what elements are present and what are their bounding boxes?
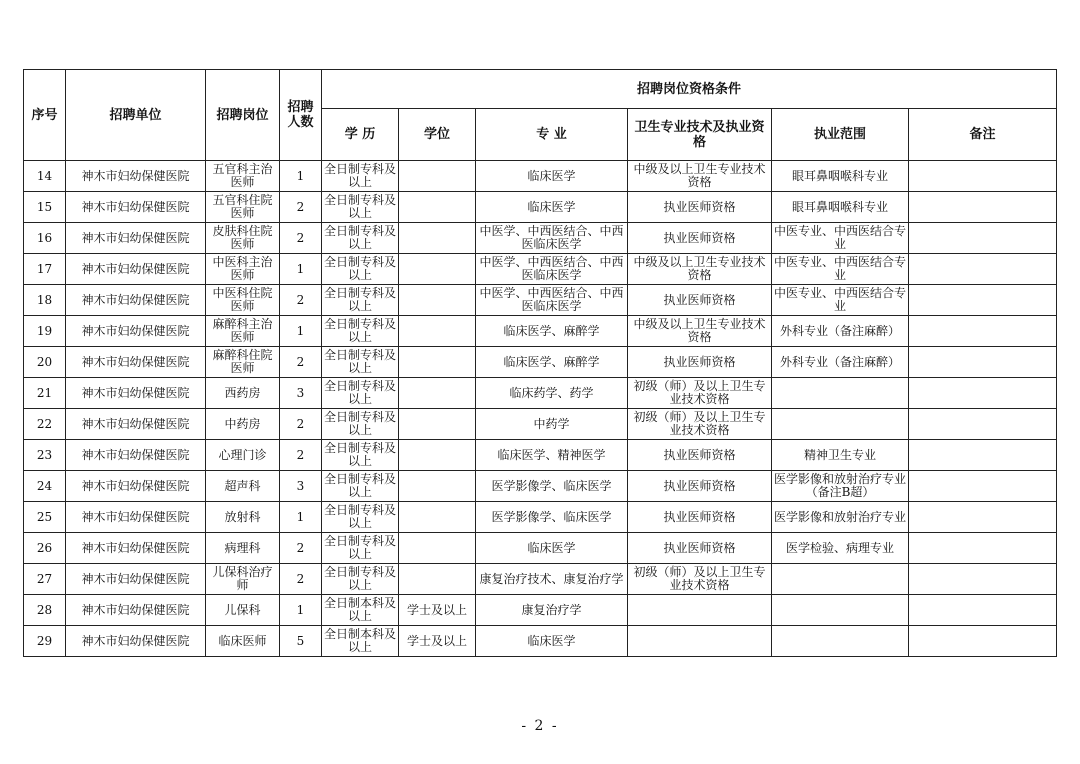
cell-degree	[399, 347, 476, 378]
cell-seq: 16	[24, 223, 66, 254]
table-row	[24, 347, 1057, 378]
cell-cert: 执业医师资格	[628, 440, 772, 471]
cell-unit: 神木市妇幼保健医院	[66, 161, 206, 192]
cell-degree	[399, 409, 476, 440]
table-row	[24, 502, 1057, 533]
cell-unit: 神木市妇幼保健医院	[66, 192, 206, 223]
cell-cert: 执业医师资格	[628, 533, 772, 564]
cell-major: 临床医学、麻醉学	[476, 347, 628, 378]
table-row	[24, 316, 1057, 347]
cell-major: 中医学、中西医结合、中西医临床医学	[476, 223, 628, 254]
table-row	[24, 564, 1057, 595]
cell-education: 全日制专科及以上	[322, 533, 399, 564]
cell-seq: 28	[24, 595, 66, 626]
cell-degree: 学士及以上	[399, 595, 476, 626]
cell-scope: 中医专业、中西医结合专业	[772, 254, 909, 285]
cell-scope: 外科专业（备注麻醉）	[772, 347, 909, 378]
cell-cert: 中级及以上卫生专业技术资格	[628, 161, 772, 192]
cell-unit: 神木市妇幼保健医院	[66, 254, 206, 285]
cell-remark	[909, 440, 1057, 471]
cell-education: 全日制专科及以上	[322, 347, 399, 378]
cell-cert: 执业医师资格	[628, 347, 772, 378]
cell-scope: 精神卫生专业	[772, 440, 909, 471]
cell-major: 临床药学、药学	[476, 378, 628, 409]
cell-degree	[399, 502, 476, 533]
cell-unit: 神木市妇幼保健医院	[66, 378, 206, 409]
cell-cert: 初级（师）及以上卫生专业技术资格	[628, 409, 772, 440]
cell-post: 心理门诊	[206, 440, 280, 471]
table-row	[24, 285, 1057, 316]
cell-remark	[909, 254, 1057, 285]
cell-remark	[909, 595, 1057, 626]
header-scope: 执业范围	[772, 109, 909, 161]
table-row	[24, 223, 1057, 254]
cell-cert	[628, 595, 772, 626]
cell-remark	[909, 533, 1057, 564]
cell-education: 全日制本科及以上	[322, 595, 399, 626]
cell-seq: 21	[24, 378, 66, 409]
cell-post: 临床医师	[206, 626, 280, 657]
table-row	[24, 533, 1057, 564]
cell-post: 超声科	[206, 471, 280, 502]
cell-count: 2	[280, 533, 322, 564]
cell-count: 3	[280, 471, 322, 502]
cell-major: 临床医学	[476, 161, 628, 192]
cell-major: 临床医学、精神医学	[476, 440, 628, 471]
cell-seq: 23	[24, 440, 66, 471]
cell-post: 中药房	[206, 409, 280, 440]
cell-remark	[909, 223, 1057, 254]
cell-scope	[772, 564, 909, 595]
cell-major: 临床医学	[476, 533, 628, 564]
cell-education: 全日制专科及以上	[322, 564, 399, 595]
cell-scope	[772, 595, 909, 626]
cell-major: 临床医学	[476, 626, 628, 657]
cell-major: 中医学、中西医结合、中西医临床医学	[476, 254, 628, 285]
cell-post: 儿保科治疗师	[206, 564, 280, 595]
cell-remark	[909, 347, 1057, 378]
recruitment-table	[23, 69, 1057, 657]
cell-degree	[399, 223, 476, 254]
cell-unit: 神木市妇幼保健医院	[66, 440, 206, 471]
table-body	[24, 161, 1057, 657]
header-cert: 卫生专业技术及执业资格	[628, 109, 772, 161]
cell-count: 2	[280, 285, 322, 316]
header-degree: 学位	[399, 109, 476, 161]
cell-count: 1	[280, 502, 322, 533]
cell-major: 康复治疗技术、康复治疗学	[476, 564, 628, 595]
cell-major: 康复治疗学	[476, 595, 628, 626]
cell-seq: 22	[24, 409, 66, 440]
cell-major: 中医学、中西医结合、中西医临床医学	[476, 285, 628, 316]
cell-unit: 神木市妇幼保健医院	[66, 626, 206, 657]
cell-unit: 神木市妇幼保健医院	[66, 409, 206, 440]
cell-remark	[909, 502, 1057, 533]
cell-major: 医学影像学、临床医学	[476, 502, 628, 533]
cell-post: 五官科住院医师	[206, 192, 280, 223]
cell-remark	[909, 564, 1057, 595]
cell-remark	[909, 378, 1057, 409]
cell-scope	[772, 378, 909, 409]
table-row	[24, 595, 1057, 626]
cell-cert: 中级及以上卫生专业技术资格	[628, 254, 772, 285]
cell-count: 2	[280, 347, 322, 378]
cell-scope: 医学影像和放射治疗专业（备注B超）	[772, 471, 909, 502]
cell-scope: 医学影像和放射治疗专业	[772, 502, 909, 533]
cell-count: 1	[280, 316, 322, 347]
cell-remark	[909, 161, 1057, 192]
table-row	[24, 192, 1057, 223]
cell-post: 儿保科	[206, 595, 280, 626]
cell-major: 医学影像学、临床医学	[476, 471, 628, 502]
cell-remark	[909, 192, 1057, 223]
cell-degree	[399, 285, 476, 316]
cell-seq: 19	[24, 316, 66, 347]
header-qualifications: 招聘岗位资格条件	[322, 70, 1057, 109]
cell-unit: 神木市妇幼保健医院	[66, 223, 206, 254]
cell-cert	[628, 626, 772, 657]
cell-seq: 17	[24, 254, 66, 285]
cell-remark	[909, 316, 1057, 347]
cell-count: 3	[280, 378, 322, 409]
cell-scope: 眼耳鼻咽喉科专业	[772, 161, 909, 192]
cell-post: 放射科	[206, 502, 280, 533]
cell-unit: 神木市妇幼保健医院	[66, 533, 206, 564]
cell-post: 麻醉科主治医师	[206, 316, 280, 347]
cell-cert: 执业医师资格	[628, 223, 772, 254]
cell-degree	[399, 192, 476, 223]
cell-post: 中医科住院医师	[206, 285, 280, 316]
cell-education: 全日制专科及以上	[322, 471, 399, 502]
table-row	[24, 440, 1057, 471]
cell-education: 全日制专科及以上	[322, 285, 399, 316]
header-remark: 备注	[909, 109, 1057, 161]
header-row-top	[24, 70, 1057, 109]
table-row	[24, 161, 1057, 192]
table-row	[24, 409, 1057, 440]
cell-post: 皮肤科住院医师	[206, 223, 280, 254]
cell-count: 5	[280, 626, 322, 657]
cell-education: 全日制本科及以上	[322, 626, 399, 657]
cell-seq: 18	[24, 285, 66, 316]
cell-education: 全日制专科及以上	[322, 502, 399, 533]
table-row	[24, 471, 1057, 502]
header-seq: 序号	[24, 70, 66, 161]
cell-cert: 执业医师资格	[628, 471, 772, 502]
cell-degree: 学士及以上	[399, 626, 476, 657]
header-post: 招聘岗位	[206, 70, 280, 161]
cell-post: 中医科主治医师	[206, 254, 280, 285]
cell-remark	[909, 409, 1057, 440]
cell-post: 五官科主治医师	[206, 161, 280, 192]
cell-unit: 神木市妇幼保健医院	[66, 502, 206, 533]
cell-degree	[399, 161, 476, 192]
cell-education: 全日制专科及以上	[322, 161, 399, 192]
cell-education: 全日制专科及以上	[322, 316, 399, 347]
cell-degree	[399, 440, 476, 471]
cell-scope: 眼耳鼻咽喉科专业	[772, 192, 909, 223]
cell-seq: 25	[24, 502, 66, 533]
cell-unit: 神木市妇幼保健医院	[66, 471, 206, 502]
cell-remark	[909, 626, 1057, 657]
cell-education: 全日制专科及以上	[322, 409, 399, 440]
cell-post: 病理科	[206, 533, 280, 564]
cell-unit: 神木市妇幼保健医院	[66, 347, 206, 378]
cell-remark	[909, 285, 1057, 316]
cell-degree	[399, 378, 476, 409]
cell-count: 2	[280, 192, 322, 223]
cell-post: 麻醉科住院医师	[206, 347, 280, 378]
cell-seq: 20	[24, 347, 66, 378]
cell-seq: 29	[24, 626, 66, 657]
table-row	[24, 626, 1057, 657]
table-row	[24, 254, 1057, 285]
cell-unit: 神木市妇幼保健医院	[66, 564, 206, 595]
cell-scope	[772, 409, 909, 440]
cell-cert: 执业医师资格	[628, 285, 772, 316]
cell-remark	[909, 471, 1057, 502]
header-unit: 招聘单位	[66, 70, 206, 161]
cell-count: 2	[280, 564, 322, 595]
header-major: 专 业	[476, 109, 628, 161]
cell-degree	[399, 564, 476, 595]
cell-degree	[399, 471, 476, 502]
header-count: 招聘人数	[280, 70, 322, 161]
cell-scope: 中医专业、中西医结合专业	[772, 285, 909, 316]
cell-scope: 外科专业（备注麻醉）	[772, 316, 909, 347]
cell-cert: 初级（师）及以上卫生专业技术资格	[628, 378, 772, 409]
cell-count: 1	[280, 161, 322, 192]
cell-degree	[399, 316, 476, 347]
cell-seq: 26	[24, 533, 66, 564]
cell-education: 全日制专科及以上	[322, 192, 399, 223]
cell-count: 2	[280, 440, 322, 471]
cell-unit: 神木市妇幼保健医院	[66, 316, 206, 347]
cell-scope: 医学检验、病理专业	[772, 533, 909, 564]
cell-post: 西药房	[206, 378, 280, 409]
cell-cert: 执业医师资格	[628, 502, 772, 533]
cell-major: 中药学	[476, 409, 628, 440]
cell-unit: 神木市妇幼保健医院	[66, 285, 206, 316]
cell-scope: 中医专业、中西医结合专业	[772, 223, 909, 254]
cell-education: 全日制专科及以上	[322, 378, 399, 409]
cell-degree	[399, 254, 476, 285]
cell-cert: 初级（师）及以上卫生专业技术资格	[628, 564, 772, 595]
header-education: 学 历	[322, 109, 399, 161]
cell-education: 全日制专科及以上	[322, 440, 399, 471]
cell-seq: 14	[24, 161, 66, 192]
cell-major: 临床医学	[476, 192, 628, 223]
cell-count: 2	[280, 223, 322, 254]
cell-education: 全日制专科及以上	[322, 223, 399, 254]
cell-seq: 27	[24, 564, 66, 595]
cell-unit: 神木市妇幼保健医院	[66, 595, 206, 626]
cell-education: 全日制专科及以上	[322, 254, 399, 285]
cell-count: 2	[280, 409, 322, 440]
cell-count: 1	[280, 254, 322, 285]
cell-scope	[772, 626, 909, 657]
cell-cert: 中级及以上卫生专业技术资格	[628, 316, 772, 347]
cell-cert: 执业医师资格	[628, 192, 772, 223]
cell-seq: 24	[24, 471, 66, 502]
table-row	[24, 378, 1057, 409]
cell-count: 1	[280, 595, 322, 626]
page-number: - 2 -	[521, 718, 559, 734]
cell-major: 临床医学、麻醉学	[476, 316, 628, 347]
cell-seq: 15	[24, 192, 66, 223]
cell-degree	[399, 533, 476, 564]
